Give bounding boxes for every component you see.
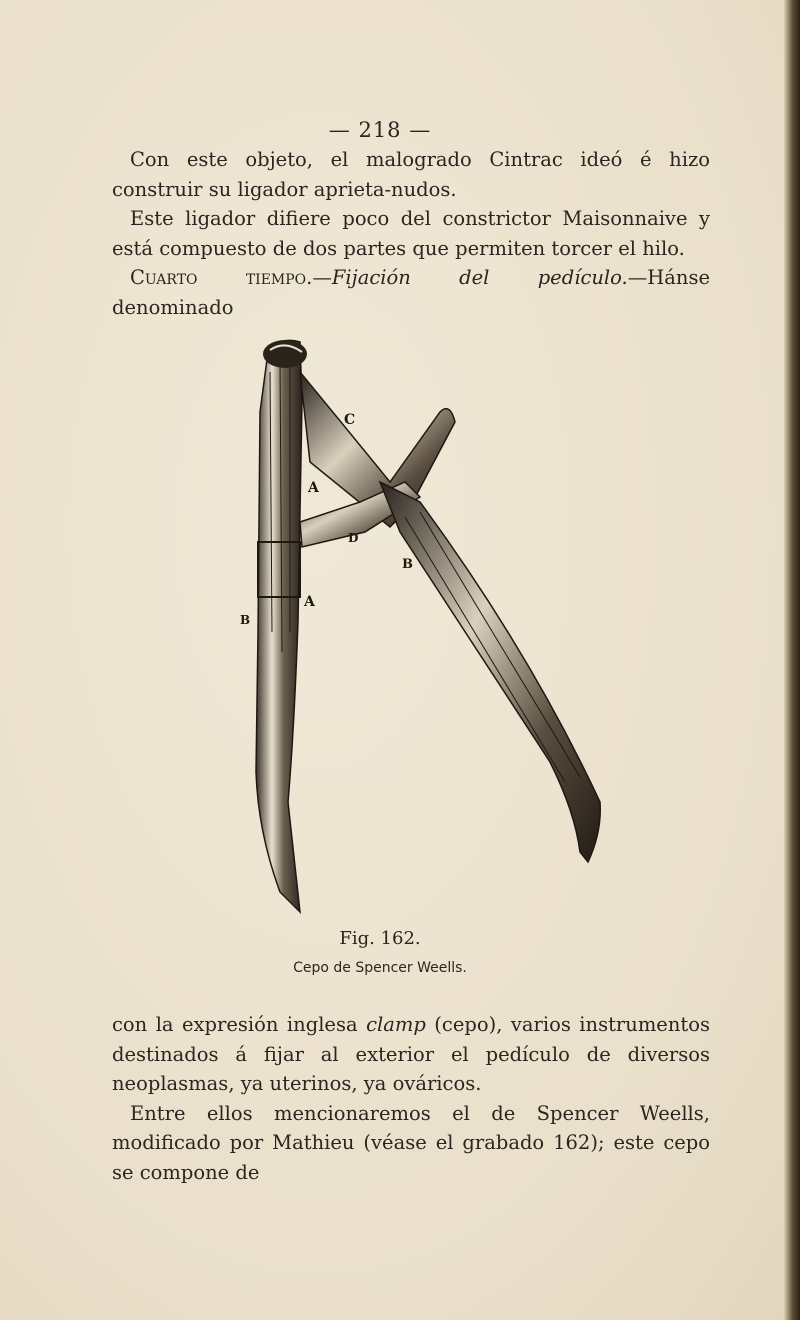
section-lead: Cuarto tiempo.— (130, 266, 332, 289)
figure-number: Fig. 162. (339, 928, 421, 949)
text-block-bottom (112, 1010, 710, 1187)
label-b-left: B (240, 613, 251, 627)
paragraph-continued (112, 1010, 710, 1099)
page-edge-shadow (784, 0, 800, 1320)
section-title: Fijación del pedículo. (331, 266, 628, 289)
paragraph: Con este objeto, el malogrado Cintrac ideó é hizo construir su ligador aprieta-nudos. (112, 148, 710, 201)
clamp-illustration (230, 332, 630, 922)
paragraph: Entre ellos mencionaremos el de Spencer Weells, modificado por Mathieu (véase el grabado 162); este cepo se compone de (112, 1101, 710, 1184)
page-number: — 218 — (328, 118, 432, 142)
figure-caption: Cepo de Spencer Weells. (293, 960, 467, 976)
label-b-right: B (402, 557, 413, 572)
label-c: C (344, 412, 356, 428)
paragraph-text: (cepo), varios instrumentos destinados á fijar al exterior el pedículo de diversos neoplasmas, ya uterinos, ya ováricos. (112, 1013, 710, 1095)
label-d: D (348, 531, 359, 545)
label-a-lower: A (304, 594, 315, 610)
paragraph: Este ligador difiere poco del constrictor Maisonnaive y está compuesto de dos partes que permiten torcer el hilo. (112, 207, 710, 260)
text-block-top (112, 145, 710, 322)
section-paragraph (112, 263, 710, 322)
paragraph-text: con la expresión inglesa (112, 1013, 367, 1036)
section-text: —Hánse denominado (112, 266, 711, 319)
term-clamp: clamp (366, 1013, 426, 1036)
label-a-upper: A (308, 480, 319, 496)
